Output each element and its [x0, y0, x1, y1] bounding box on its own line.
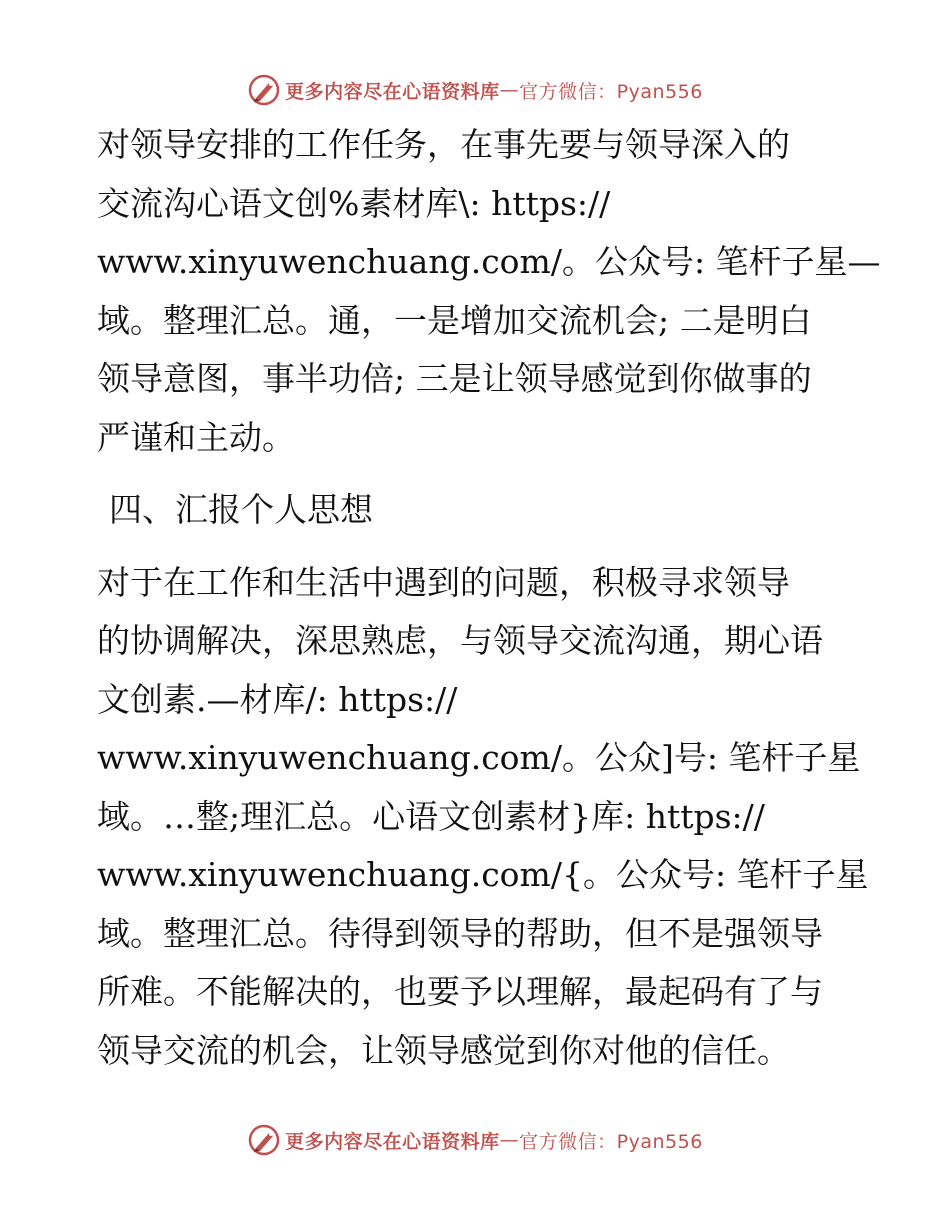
paragraph-1 — [97, 116, 881, 467]
paragraph-2 — [97, 554, 869, 1081]
banner-brand-text: 更多内容尽在心语资料库 — [285, 1130, 500, 1153]
text-line: 交流沟心语文创%素材库\: https:// — [97, 183, 611, 223]
text-line: 对领导安排的工作任务，在事先要与领导深入的 — [97, 125, 790, 164]
text-line: www.xinyuwenchuang.com/。公众号: 笔杆子星— — [97, 242, 881, 281]
text-line: 文创素.—材库/: https:// — [97, 679, 458, 719]
text-line: 领导意图，事半功倍; 三是让领导感觉到你做事的 — [97, 359, 812, 398]
banner-dash: — — [499, 79, 520, 101]
text-line: 对于在工作和生活中遇到的问题，积极寻求领导 — [97, 562, 790, 602]
header-banner — [0, 70, 950, 110]
footer-banner — [0, 1120, 950, 1160]
text-line: 域。…整;理汇总。心语文创素材}库: https:// — [97, 796, 765, 836]
section-heading: 四、汇报个人思想 — [109, 490, 373, 529]
pen-logo-icon — [247, 73, 281, 107]
pen-logo-icon — [247, 1123, 281, 1157]
banner-dash: — — [499, 1129, 520, 1151]
text-line: 域。整理汇总。通，一是增加交流机会; 二是明白 — [97, 300, 812, 340]
text-line: 所难。不能解决的，也要予以理解，最起码有了与 — [97, 972, 823, 1011]
text-line: 的协调解决，深思熟虑，与领导交流沟通，期心语 — [97, 621, 823, 660]
text-line: 领导交流的机会，让领导感觉到你对他的信任。 — [97, 1030, 790, 1070]
text-line: 严谨和主动。 — [97, 417, 295, 457]
banner-wechat-text: 官方微信：Pyan556 — [519, 1130, 703, 1153]
text-line: www.xinyuwenchuang.com/。公众]号: 笔杆子星 — [97, 738, 861, 777]
banner-brand-text: 更多内容尽在心语资料库 — [285, 80, 500, 103]
document-body — [97, 116, 881, 1080]
text-line: www.xinyuwenchuang.com/{。公众号: 笔杆子星 — [97, 855, 869, 894]
text-line: 域。整理汇总。待得到领导的帮助，但不是强领导 — [97, 913, 823, 953]
banner-wechat-text: 官方微信：Pyan556 — [519, 80, 703, 103]
